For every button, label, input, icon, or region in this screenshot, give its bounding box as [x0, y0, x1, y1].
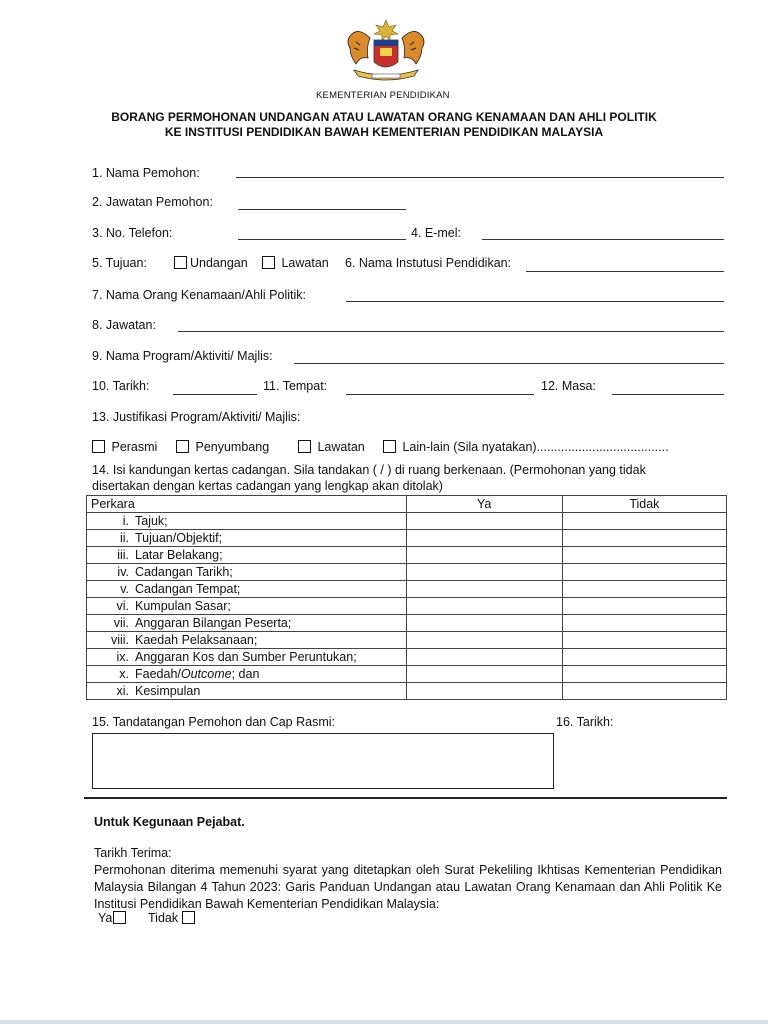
row-ya-cell[interactable] [406, 632, 562, 649]
row-tidak-cell[interactable] [562, 513, 726, 530]
row-ya-cell[interactable] [406, 615, 562, 632]
office-ya-option[interactable] [98, 911, 129, 925]
label-tarikh: 10. Tarikh: [92, 379, 150, 393]
row-number: iii. [117, 548, 129, 562]
row-ya-cell[interactable] [406, 666, 562, 683]
row-tidak-cell[interactable] [562, 666, 726, 683]
row-perkara-cell [87, 547, 407, 564]
row-ya-cell[interactable] [406, 564, 562, 581]
row-number: ix. [116, 650, 129, 664]
input-masa[interactable] [612, 394, 724, 395]
table-row [87, 666, 727, 683]
row-ya-cell[interactable] [406, 581, 562, 598]
row-perkara-cell [87, 581, 407, 598]
input-jawatan[interactable] [178, 331, 724, 332]
checkbox-justifikasi-lawatan[interactable] [298, 440, 311, 453]
row-number: vii. [113, 616, 129, 630]
page-bottom-edge [0, 1020, 768, 1024]
table-row [87, 683, 727, 700]
row-tidak-cell[interactable] [562, 530, 726, 547]
justifikasi-perasmi-option[interactable] [92, 440, 157, 454]
row-tidak-cell[interactable] [562, 547, 726, 564]
row-text: Kumpulan Sasar; [135, 599, 231, 613]
row-ya-cell[interactable] [406, 649, 562, 666]
row-tidak-cell[interactable] [562, 683, 726, 700]
row-text: Latar Belakang; [135, 548, 223, 562]
table-row [87, 649, 727, 666]
label-tarikh-terima: Tarikh Terima: [94, 846, 172, 860]
row-number: iv. [117, 565, 129, 579]
row-tidak-cell[interactable] [562, 564, 726, 581]
row-perkara-cell [87, 649, 407, 666]
row-tidak-cell[interactable] [562, 632, 726, 649]
row-text: Anggaran Bilangan Peserta; [135, 616, 292, 630]
undangan-label: Undangan [190, 256, 248, 270]
label-nama-program: 9. Nama Program/Aktiviti/ Majlis: [92, 349, 273, 363]
office-use-heading: Untuk Kegunaan Pejabat. [94, 815, 245, 829]
signature-box[interactable] [92, 733, 554, 789]
row-number: ii. [119, 531, 129, 545]
label-jawatan: 8. Jawatan: [92, 318, 156, 332]
row-perkara-cell [87, 683, 407, 700]
row-perkara-cell [87, 598, 407, 615]
justifikasi-lawatan-label: Lawatan [317, 440, 365, 454]
justifikasi-lawatan-option[interactable] [298, 440, 365, 454]
ya-label: Ya [98, 911, 113, 925]
row-number: v. [120, 582, 129, 596]
checkbox-lainlain[interactable] [383, 440, 396, 453]
penyumbang-label: Penyumbang [195, 440, 270, 454]
row-text: Tujuan/Objektif; [135, 531, 223, 545]
row-text: Kesimpulan [135, 684, 201, 698]
row-tidak-cell[interactable] [562, 615, 726, 632]
checkbox-lawatan[interactable] [262, 256, 275, 269]
ministry-name: KEMENTERIAN PENDIDIKAN [316, 90, 450, 101]
row-number: x. [119, 667, 129, 681]
label-nama-institusi: 6. Nama Instutusi Pendidikan: [345, 256, 512, 270]
row-text: Tajuk; [135, 514, 168, 528]
coat-of-arms-emblem [340, 18, 432, 84]
label-jawatan-pemohon: 2. Jawatan Pemohon: [92, 195, 213, 209]
input-nama-pemohon[interactable] [236, 177, 724, 178]
row-number: vi. [116, 599, 129, 613]
checkbox-tidak[interactable] [182, 911, 195, 924]
row-number: viii. [110, 633, 129, 647]
row-number: i. [122, 514, 129, 528]
lawatan-label: Lawatan [281, 256, 329, 270]
table-header-row [87, 496, 727, 513]
row-tidak-cell[interactable] [562, 598, 726, 615]
input-jawatan-pemohon[interactable] [238, 209, 406, 210]
row-tidak-cell[interactable] [562, 649, 726, 666]
row-ya-cell[interactable] [406, 683, 562, 700]
row-text: Anggaran Kos dan Sumber Peruntukan; [135, 650, 357, 664]
row-ya-cell[interactable] [406, 530, 562, 547]
row-perkara-cell [87, 530, 407, 547]
row-perkara-cell [87, 564, 407, 581]
label-isi-kandungan-line2: disertakan dengan kertas cadangan yang lengkap akan ditolak) [92, 479, 443, 493]
row-ya-cell[interactable] [406, 547, 562, 564]
tujuan-undangan-option[interactable] [174, 256, 248, 270]
row-perkara-cell [87, 513, 407, 530]
table-row [87, 547, 727, 564]
tujuan-lawatan-option[interactable] [262, 256, 329, 270]
table-row [87, 615, 727, 632]
label-masa: 12. Masa: [541, 379, 596, 393]
checkbox-ya[interactable] [113, 911, 126, 924]
input-nama-orang-kenamaan[interactable] [346, 301, 724, 302]
row-text: Faedah/Outcome; dan [135, 667, 260, 681]
label-tempat: 11. Tempat: [263, 379, 328, 393]
input-nama-institusi[interactable] [526, 271, 724, 272]
checkbox-perasmi[interactable] [92, 440, 105, 453]
header-tidak: Tidak [562, 496, 726, 513]
row-number: xi. [116, 684, 129, 698]
row-perkara-cell [87, 615, 407, 632]
input-tarikh[interactable] [173, 394, 257, 395]
form-title-line2: KE INSTITUSI PENDIDIKAN BAWAH KEMENTERIAN PENDIDIKAN MALAYSIA [164, 125, 604, 139]
input-nama-program[interactable] [294, 363, 724, 364]
label-tujuan: 5. Tujuan: [92, 256, 147, 270]
row-ya-cell[interactable] [406, 598, 562, 615]
justifikasi-lainlain-option[interactable] [383, 440, 669, 454]
label-tarikh-tandatangan: 16. Tarikh: [556, 715, 614, 729]
table-row [87, 598, 727, 615]
row-text: Kaedah Pelaksanaan; [135, 633, 258, 647]
lainlain-label: Lain-lain (Sila nyatakan)...................................... [402, 440, 669, 454]
table-row [87, 632, 727, 649]
header-ya: Ya [406, 496, 562, 513]
input-no-telefon[interactable] [238, 239, 406, 240]
office-tidak-option[interactable] [148, 911, 198, 925]
label-nama-orang-kenamaan: 7. Nama Orang Kenamaan/Ahli Politik: [92, 288, 306, 302]
checkbox-penyumbang[interactable] [176, 440, 189, 453]
table-row [87, 581, 727, 598]
table-row [87, 513, 727, 530]
justifikasi-penyumbang-option[interactable] [176, 440, 269, 454]
office-use-paragraph: Permohonan diterima memenuhi syarat yang ditetapkan oleh Surat Pekeliling Ikhtisas Kementerian Pendidikan Malaysia Bilangan 4 Tahun 2023: Garis Panduan Undangan atau Lawatan Orang Kenamaan dan Ahli Politik Ke Institusi Pendidikan Bawah Kementerian Pendidikan Malaysia: [94, 863, 722, 911]
tidak-label: Tidak [148, 911, 179, 925]
header-perkara: Perkara [87, 496, 407, 513]
label-nama-pemohon: 1. Nama Pemohon: [92, 166, 200, 180]
checkbox-undangan[interactable] [174, 256, 187, 269]
label-no-telefon: 3. No. Telefon: [92, 226, 173, 240]
label-emel: 4. E-mel: [411, 226, 462, 240]
label-tandatangan: 15. Tandatangan Pemohon dan Cap Rasmi: [92, 715, 335, 729]
row-text: Cadangan Tempat; [135, 582, 241, 596]
row-text: Cadangan Tarikh; [135, 565, 233, 579]
perasmi-label: Perasmi [111, 440, 158, 454]
section-divider [84, 797, 727, 799]
label-justifikasi: 13. Justifikasi Program/Aktiviti/ Majlis: [92, 410, 301, 424]
form-title-line1: BORANG PERMOHONAN UNDANGAN ATAU LAWATAN ORANG KENAMAAN DAN AHLI POLITIK [111, 110, 657, 124]
row-ya-cell[interactable] [406, 513, 562, 530]
row-tidak-cell[interactable] [562, 581, 726, 598]
input-tempat[interactable] [346, 394, 534, 395]
table-row [87, 530, 727, 547]
row-perkara-cell [87, 632, 407, 649]
table-row [87, 564, 727, 581]
input-emel[interactable] [482, 239, 724, 240]
label-isi-kandungan-line1: 14. Isi kandungan kertas cadangan. Sila tandakan ( / ) di ruang berkenaan. (Permohonan yang tidak [92, 463, 646, 477]
row-perkara-cell [87, 666, 407, 683]
checklist-table [86, 495, 727, 700]
